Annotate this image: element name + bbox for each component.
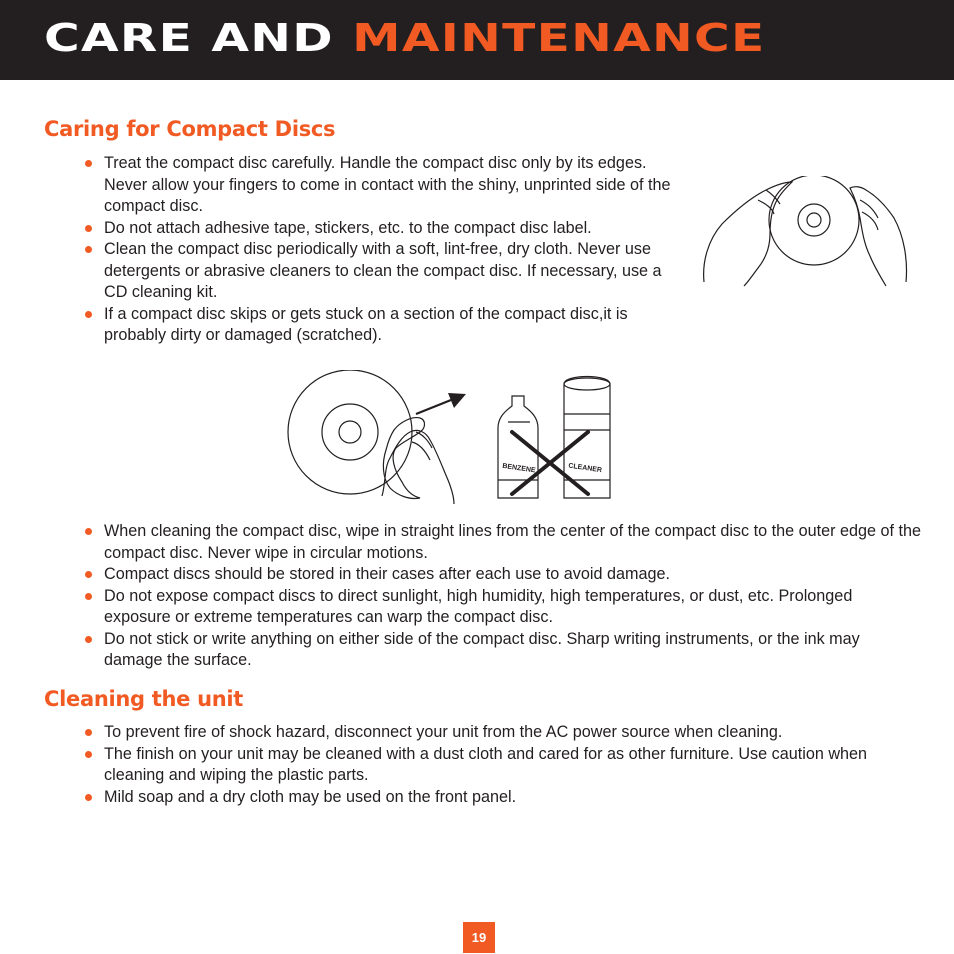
title-part-maintenance: MAINTENANCE [352, 16, 766, 60]
hands-holding-disc-illustration [700, 176, 912, 288]
list-item: Do not expose compact discs to direct sunlight, high humidity, high temperatures, or dust, etc. Prolonged exposure or extreme temperatures can warp the compact disc. [82, 586, 922, 629]
left-fingers [758, 190, 780, 214]
list-item: Treat the compact disc carefully. Handle the compact disc only by its edges. Never allow your fingers to come in contact with the shiny, unprinted side of the compact disc. [82, 153, 682, 218]
right-fingers [860, 200, 878, 230]
list-item: If a compact disc skips or gets stuck on a section of the compact disc,it is probably dirty or damaged (scratched). [82, 304, 682, 347]
list-item: To prevent fire of shock hazard, disconnect your unit from the AC power source when cleaning. [82, 722, 922, 744]
list-item: Mild soap and a dry cloth may be used on the front panel. [82, 787, 922, 809]
benzene-label: BENZENE [501, 462, 536, 475]
left-hand [704, 182, 792, 286]
page-title [44, 14, 765, 62]
cleaning-unit-list [82, 722, 922, 808]
list-item: When cleaning the compact disc, wipe in straight lines from the center of the compact disc to the outer edge of the compact disc. Never wipe in circular motions. [82, 521, 922, 564]
list-item: Clean the compact disc periodically with a soft, lint-free, dry cloth. Never use detergents or abrasive cleaners to clean the compact disc. If necessary, use a CD cleaning kit. [82, 239, 682, 304]
title-part-care-and: CARE AND [44, 16, 334, 60]
finger-lines [412, 432, 432, 460]
section-heading-cleaning-unit: Cleaning the unit [44, 687, 244, 711]
disc-outer [769, 176, 859, 265]
right-hand [850, 187, 907, 286]
disc-hub [798, 204, 830, 236]
section-heading-compact-discs: Caring for Compact Discs [44, 117, 336, 141]
page-number: 19 [463, 922, 495, 953]
disc-hole [339, 421, 361, 443]
wiping-hand [382, 430, 454, 504]
arrow-icon [416, 393, 466, 414]
cleaner-label: CLEANER [567, 462, 603, 475]
cd-cleaning-illustration [286, 370, 616, 504]
compact-disc-tips-list [82, 153, 682, 347]
compact-disc-care-list [82, 521, 922, 672]
list-item: The finish on your unit may be cleaned with a dust cloth and cared for as other furniture. Use caution when cleaning and wiping the plastic parts. [82, 744, 922, 787]
list-item: Do not stick or write anything on either side of the compact disc. Sharp writing instruments, or the ink may damage the surface. [82, 629, 922, 672]
disc-hole [807, 213, 821, 227]
disc-hub [322, 404, 378, 460]
list-item: Compact discs should be stored in their cases after each use to avoid damage. [82, 564, 922, 586]
list-item: Do not attach adhesive tape, stickers, etc. to the compact disc label. [82, 218, 682, 240]
page-header [0, 0, 954, 80]
